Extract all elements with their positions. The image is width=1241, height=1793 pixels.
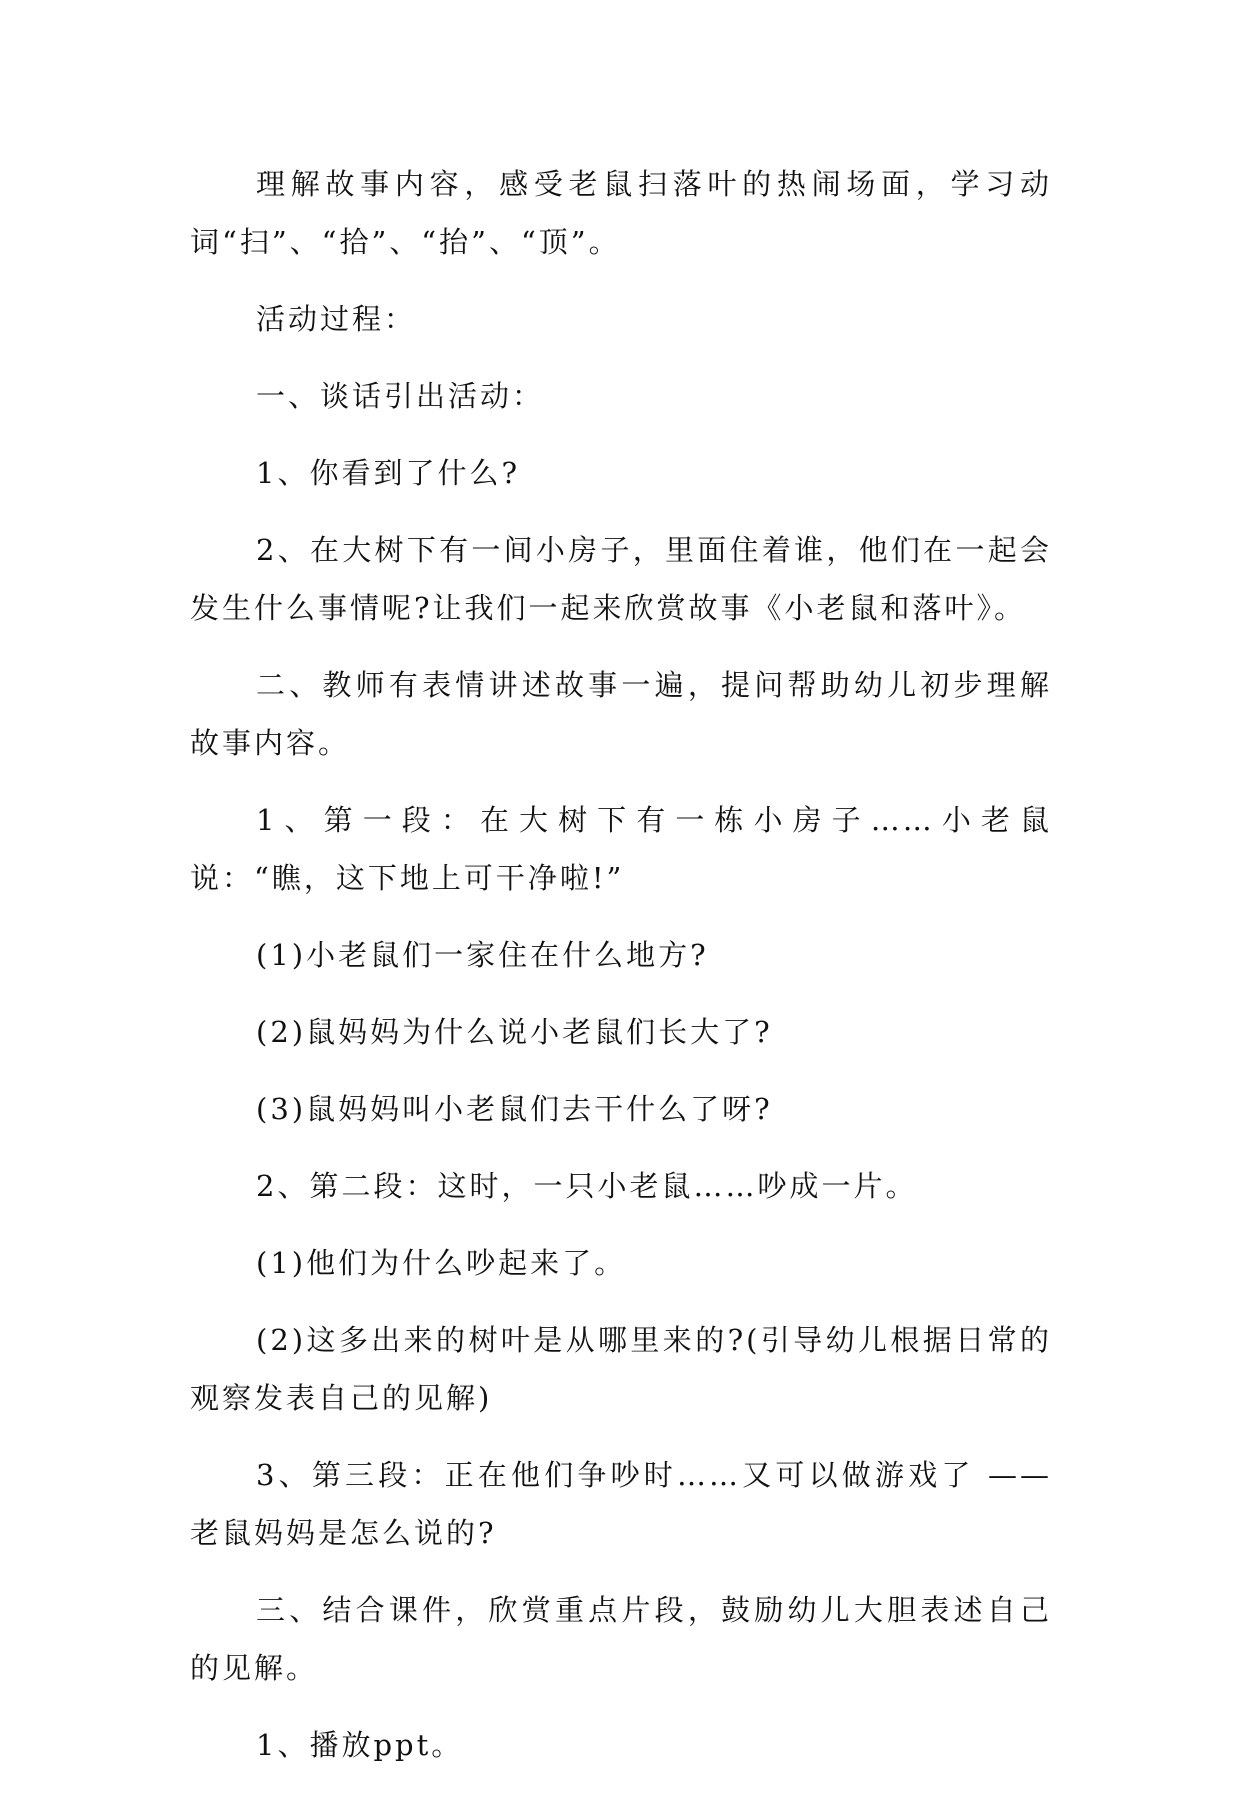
paragraph-objective: 理解故事内容，感受老鼠扫落叶的热闹场面，学习动词“扫”、“拾”、“抬”、“顶”。 (190, 167, 1052, 259)
paragraph-question-1: 1、你看到了什么? (256, 456, 520, 490)
paragraph-sub-1-1: (1)小老鼠们一家住在什么地方? (256, 938, 709, 972)
paragraph-section-two: 二、教师有表情讲述故事一遍，提问帮助幼儿初步理解故事内容。 (190, 668, 1052, 760)
paragraph-process-heading: 活动过程： (256, 302, 417, 336)
paragraph-section-one: 一、谈话引出活动： (256, 379, 545, 413)
paragraph-sub-2-1: (1)他们为什么吵起来了。 (256, 1246, 627, 1280)
paragraph-sub-1-2: (2)鼠妈妈为什么说小老鼠们长大了? (256, 1015, 773, 1049)
paragraph-question-2: 2、在大树下有一间小房子，里面住着谁，他们在一起会发生什么事情呢?让我们一起来欣赏故事《小老鼠和落叶》。 (190, 533, 1052, 625)
document-body (190, 155, 1052, 1793)
paragraph-part-3: 3、第三段：正在他们争吵时……又可以做游戏了 ——老鼠妈妈是怎么说的? (190, 1458, 1052, 1550)
paragraph-sub-2-2: (2)这多出来的树叶是从哪里来的?(引导幼儿根据日常的观察发表自己的见解) (190, 1323, 1052, 1415)
paragraph-play-ppt: 1、播放ppt。 (256, 1728, 464, 1762)
paragraph-sub-1-3: (3)鼠妈妈叫小老鼠们去干什么了呀? (256, 1092, 773, 1126)
paragraph-part-2: 2、第二段：这时，一只小老鼠……吵成一片。 (256, 1169, 918, 1203)
paragraph-section-three: 三、结合课件，欣赏重点片段，鼓励幼儿大胆表述自己的见解。 (190, 1593, 1052, 1685)
paragraph-part-1: 1、第一段：在大树下有一栋小房子……小老鼠说：“瞧，这下地上可干净啦!” (190, 803, 1052, 895)
